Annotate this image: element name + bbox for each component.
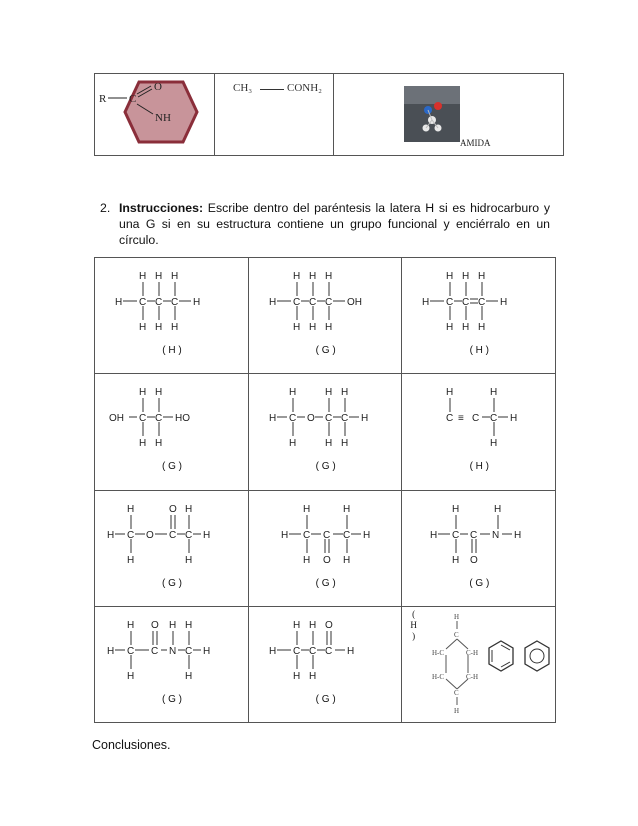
svg-text:C: C [139,413,147,425]
svg-text:H: H [107,645,115,657]
svg-text:H: H [302,554,310,566]
svg-text:H: H [292,619,300,631]
cell-7 [95,490,249,606]
svg-text:C: C [127,645,135,657]
svg-text:C: C [292,297,300,308]
svg-text:C: C [169,529,177,541]
answer-12: ( H ) [410,608,417,641]
svg-text:C: C [139,297,147,308]
cell-5 [248,374,402,490]
cell-11 [248,606,402,722]
svg-text:H: H [446,387,454,399]
svg-text:C: C [185,529,193,541]
svg-text:H: H [203,529,211,541]
cell-2 [248,258,402,374]
svg-text:C: C [155,297,163,308]
svg-text:H: H [292,322,300,333]
cell-10 [95,606,249,722]
instruction-number: 2. [100,201,111,215]
benzene-circle-icon [522,639,552,673]
svg-text:H: H [292,271,300,282]
svg-text:H: H [422,297,430,308]
svg-text:H: H [308,619,316,631]
svg-text:H: H [155,438,163,450]
svg-text:C: C [324,645,332,657]
svg-text:H: H [139,322,147,333]
svg-text:H: H [342,503,350,515]
svg-text:H: H [127,619,135,631]
svg-text:C: C [454,688,459,697]
svg-text:C-H: C-H [466,648,479,657]
svg-text:H: H [478,271,486,282]
svg-text:H: H [514,529,522,541]
svg-text:H: H [127,554,135,566]
svg-text:H: H [139,271,147,282]
amide-example-table [94,73,564,156]
answer-9: ( G ) [469,577,490,589]
svg-text:C: C [462,297,470,308]
svg-text:OH: OH [346,297,362,308]
benzene-kekule-icon [486,639,516,673]
answer-8: ( G ) [315,577,336,589]
svg-text:H: H [462,322,470,333]
svg-text:C: C [470,529,478,541]
answer-1: ( H ) [162,345,182,356]
answer-7: ( G ) [162,577,182,589]
svg-text:H-C: H-C [432,648,445,657]
svg-text:C: C [478,297,486,308]
instruction-heading: Instrucciones: [119,201,204,215]
answer-2: ( G ) [315,345,336,356]
answer-4: ( G ) [162,461,182,473]
svg-text:≡: ≡ [458,413,465,425]
svg-text:H: H [478,322,486,333]
svg-text:H: H [107,529,115,541]
svg-text:C: C [171,297,179,308]
cell-4 [95,374,249,490]
svg-text:H: H [171,322,179,333]
answer-5: ( G ) [315,461,336,473]
cell-8 [248,490,402,606]
svg-text:H: H [342,554,350,566]
instruction-body: Escribe dentro del paréntesis la latera H si es hidrocarburo y una G si en su estructura contiene un grupo funcional y enciérralo en un círculo. [119,201,550,247]
svg-text:H: H [340,438,348,450]
molecule-model-photo [404,86,460,142]
svg-text:HO: HO [175,413,190,425]
svg-text:C: C [322,529,330,541]
svg-text:C: C [185,645,193,657]
svg-text:H: H [452,503,460,515]
svg-text:H: H [362,529,370,541]
svg-text:H: H [500,297,508,308]
nh-label: NH [155,112,171,124]
svg-text:H: H [446,271,454,282]
svg-text:N: N [492,529,500,541]
svg-text:H: H [115,297,123,308]
svg-text:H: H [462,271,470,282]
amide-formula-cell [215,74,334,156]
svg-text:H: H [494,503,502,515]
answer-3: ( H ) [469,345,490,356]
svg-text:H: H [340,387,348,399]
cell-9 [402,490,556,606]
cell-1 [95,258,249,374]
svg-text:C: C [472,413,480,425]
amide-label: AMIDA [460,138,491,148]
svg-text:C: C [308,297,316,308]
svg-text:O: O [470,554,479,566]
svg-text:N: N [169,645,177,657]
svg-text:C: C [127,529,135,541]
svg-text:O: O [306,413,315,425]
svg-text:O: O [169,503,177,515]
svg-text:O: O [322,554,331,566]
svg-text:C: C [308,645,316,657]
svg-text:C: C [302,529,310,541]
oxygen-label: O [154,81,162,93]
formula-conh2: CONH₂ [287,82,323,94]
answer-6: ( H ) [469,461,490,473]
svg-text:H: H [268,413,276,425]
amide-structure-cell [95,74,215,156]
svg-text:H: H [268,645,276,657]
r-group-label: R [99,93,107,105]
svg-text:O: O [324,619,333,631]
svg-text:H: H [171,271,179,282]
svg-text:C: C [340,413,348,425]
svg-text:H: H [185,670,193,682]
answer-10: ( G ) [162,693,182,705]
svg-text:C: C [452,529,460,541]
svg-text:C: C [454,630,459,639]
conclusions-heading: Conclusiones. [92,738,171,752]
svg-text:H: H [308,271,316,282]
svg-text:H: H [308,670,316,682]
svg-text:H: H [169,619,177,631]
svg-text:H: H [302,503,310,515]
svg-text:C: C [288,413,296,425]
svg-text:H: H [324,322,332,333]
svg-text:C: C [446,413,454,425]
svg-text:C: C [292,645,300,657]
svg-text:C: C [324,297,332,308]
svg-text:O: O [151,619,159,631]
benzene-structural-formula [422,611,492,715]
svg-text:H: H [139,438,147,450]
cell-12 [402,606,556,722]
svg-text:O: O [146,529,154,541]
svg-text:H: H [185,503,193,515]
instructions-paragraph [100,200,550,248]
svg-text:C: C [155,413,163,425]
svg-text:H: H [139,387,147,399]
svg-text:H: H [185,554,193,566]
svg-text:H: H [360,413,368,425]
cell-3 [402,258,556,374]
svg-text:H: H [446,322,454,333]
svg-text:H: H [324,271,332,282]
svg-text:H: H [452,554,460,566]
svg-text:H: H [127,670,135,682]
amide-model-cell [334,74,564,156]
svg-text:H: H [308,322,316,333]
svg-text:H: H [193,297,201,308]
svg-text:H: H [454,706,460,715]
svg-text:H: H [288,387,296,399]
svg-text:C: C [342,529,350,541]
svg-text:H: H [280,529,288,541]
svg-text:H: H [454,612,460,621]
svg-text:H: H [490,387,498,399]
formula-bond [260,89,284,90]
svg-text:C: C [490,413,498,425]
formula-ch3: CH₃ [233,82,253,94]
svg-text:H: H [510,413,518,425]
cell-6 [402,374,556,490]
svg-text:H: H [155,271,163,282]
svg-text:H: H [203,645,211,657]
svg-text:H: H [490,438,498,450]
svg-text:C: C [324,413,332,425]
svg-text:C-H: C-H [466,672,479,681]
svg-text:C: C [446,297,454,308]
carbon-label: C [129,93,137,105]
svg-text:H: H [288,438,296,450]
svg-text:H: H [430,529,438,541]
svg-text:H: H [155,322,163,333]
svg-text:H: H [346,645,354,657]
answer-11: ( G ) [315,693,336,705]
amide-general-structure [95,74,214,150]
svg-text:C: C [151,645,159,657]
svg-text:H: H [324,438,332,450]
svg-text:H: H [185,619,193,631]
svg-text:H: H [155,387,163,399]
svg-text:H: H [324,387,332,399]
svg-text:H-C: H-C [432,672,445,681]
svg-text:H: H [292,670,300,682]
svg-text:H: H [127,503,135,515]
structures-grid [94,257,556,723]
svg-text:H: H [268,297,276,308]
svg-text:OH: OH [109,413,124,425]
